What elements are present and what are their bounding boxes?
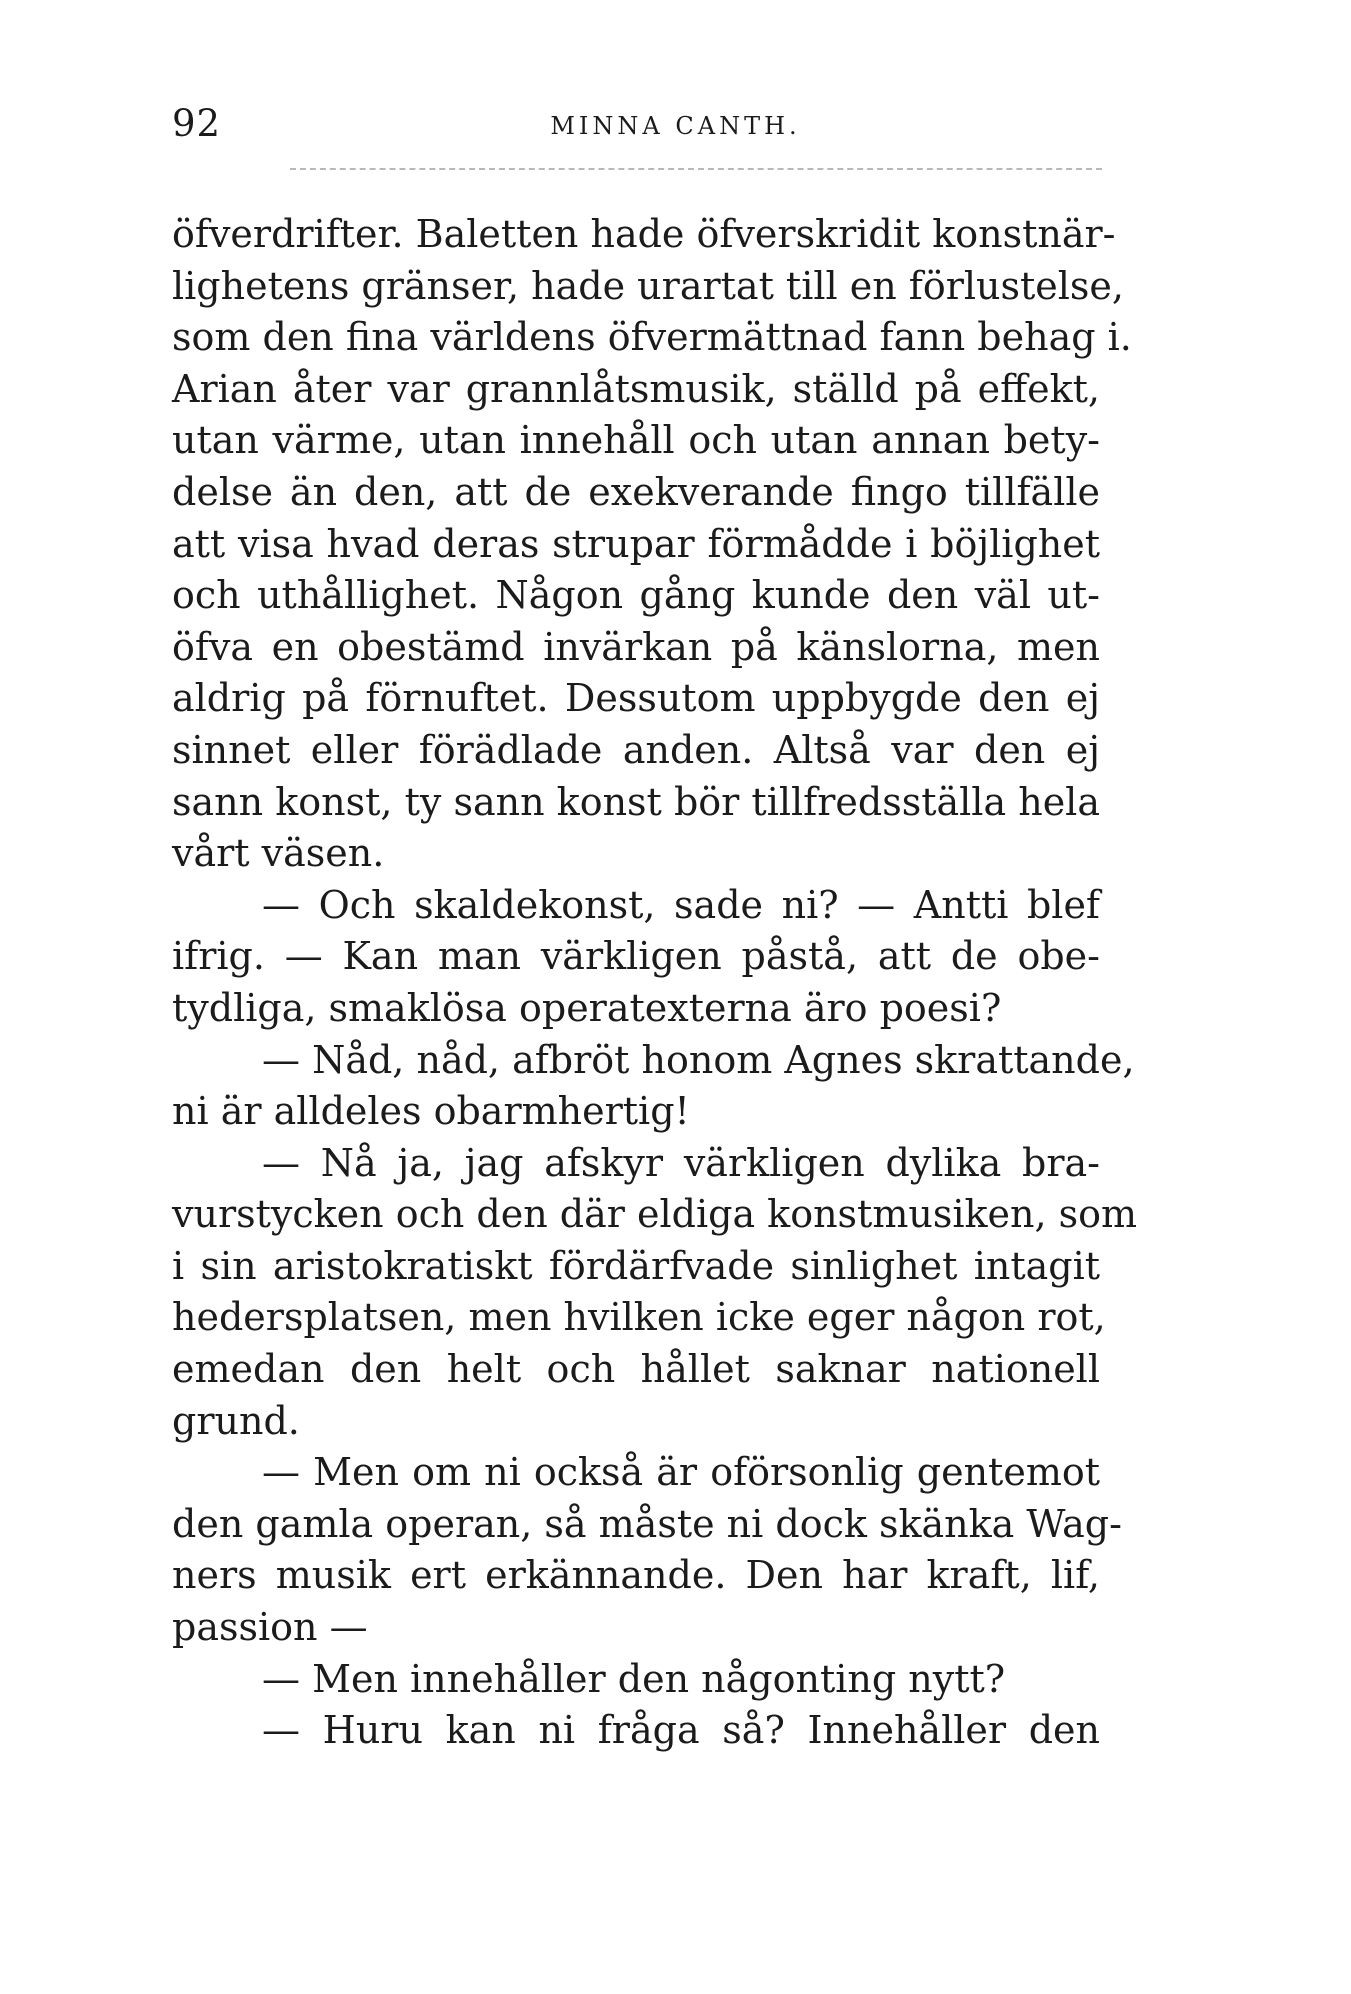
text-line: att visa hvad deras strupar förmådde i böjlighet [172,521,1100,566]
page-number: 92 [172,102,222,145]
text-line: ni är alldeles obarmhertig! [172,1089,690,1134]
text-line: grund. [172,1398,300,1443]
text-line: den gamla operan, så måste ni dock skänka Wag- [172,1501,1122,1546]
text-line: hedersplatsen, men hvilken icke eger någon rot, [172,1295,1106,1340]
text-line: — Nå ja, jag afskyr värkligen dylika bra- [262,1140,1100,1185]
text-line: ifrig. — Kan man värkligen påstå, att de obe- [172,934,1100,979]
text-line: vurstycken och den där eldiga konstmusiken, som [172,1192,1138,1237]
body-text [172,209,1138,1757]
text-line: — Men innehåller den någonting nytt? [262,1656,1006,1701]
text-line: Arian åter var grannlåtsmusik, ställd på effekt, [172,366,1100,411]
text-line: emedan den helt och hållet saknar nationell [172,1347,1100,1392]
header-rule [290,168,1102,170]
text-line: i sin aristokratiskt fördärfvade sinlighet intagit [172,1243,1100,1288]
text-line: utan värme, utan innehåll och utan annan bety- [172,418,1100,463]
text-line: sinnet eller förädlade anden. Altså var den ej [172,727,1100,772]
text-line: öfverdrifter. Baletten hade öfverskridit konstnär- [172,212,1116,256]
text-line: sann konst, ty sann konst bör tillfredsställa hela [172,779,1100,824]
text-line: lighetens gränser, hade urartat till en förlustelse, [172,263,1124,308]
text-line: delse än den, att de exekverande fingo tillfälle [172,469,1100,514]
text-line: passion — [172,1605,368,1650]
text-line: — Men om ni också är oförsonlig gentemot [262,1450,1100,1495]
text-line: öfva en obestämd invärkan på känslorna, men [172,624,1100,669]
text-line: tydliga, smaklösa operatexterna äro poesi? [172,985,1002,1030]
text-line: ners musik ert erkännande. Den har kraft, lif, [172,1553,1100,1598]
text-line: — Huru kan ni fråga så? Innehåller den [262,1708,1100,1753]
text-line: aldrig på förnuftet. Dessutom uppbygde den ej [172,676,1100,721]
text-line: som den fina världens öfvermättnad fann behag i. [172,315,1132,360]
text-line: och uthållighet. Någon gång kunde den väl ut- [172,573,1100,618]
running-title: MINNA CANTH. [550,112,801,140]
text-line: vårt väsen. [172,831,385,876]
text-line: — Nåd, nåd, afbröt honom Agnes skrattande, [262,1037,1135,1082]
text-line: — Och skaldekonst, sade ni? — Antti blef [262,882,1100,927]
